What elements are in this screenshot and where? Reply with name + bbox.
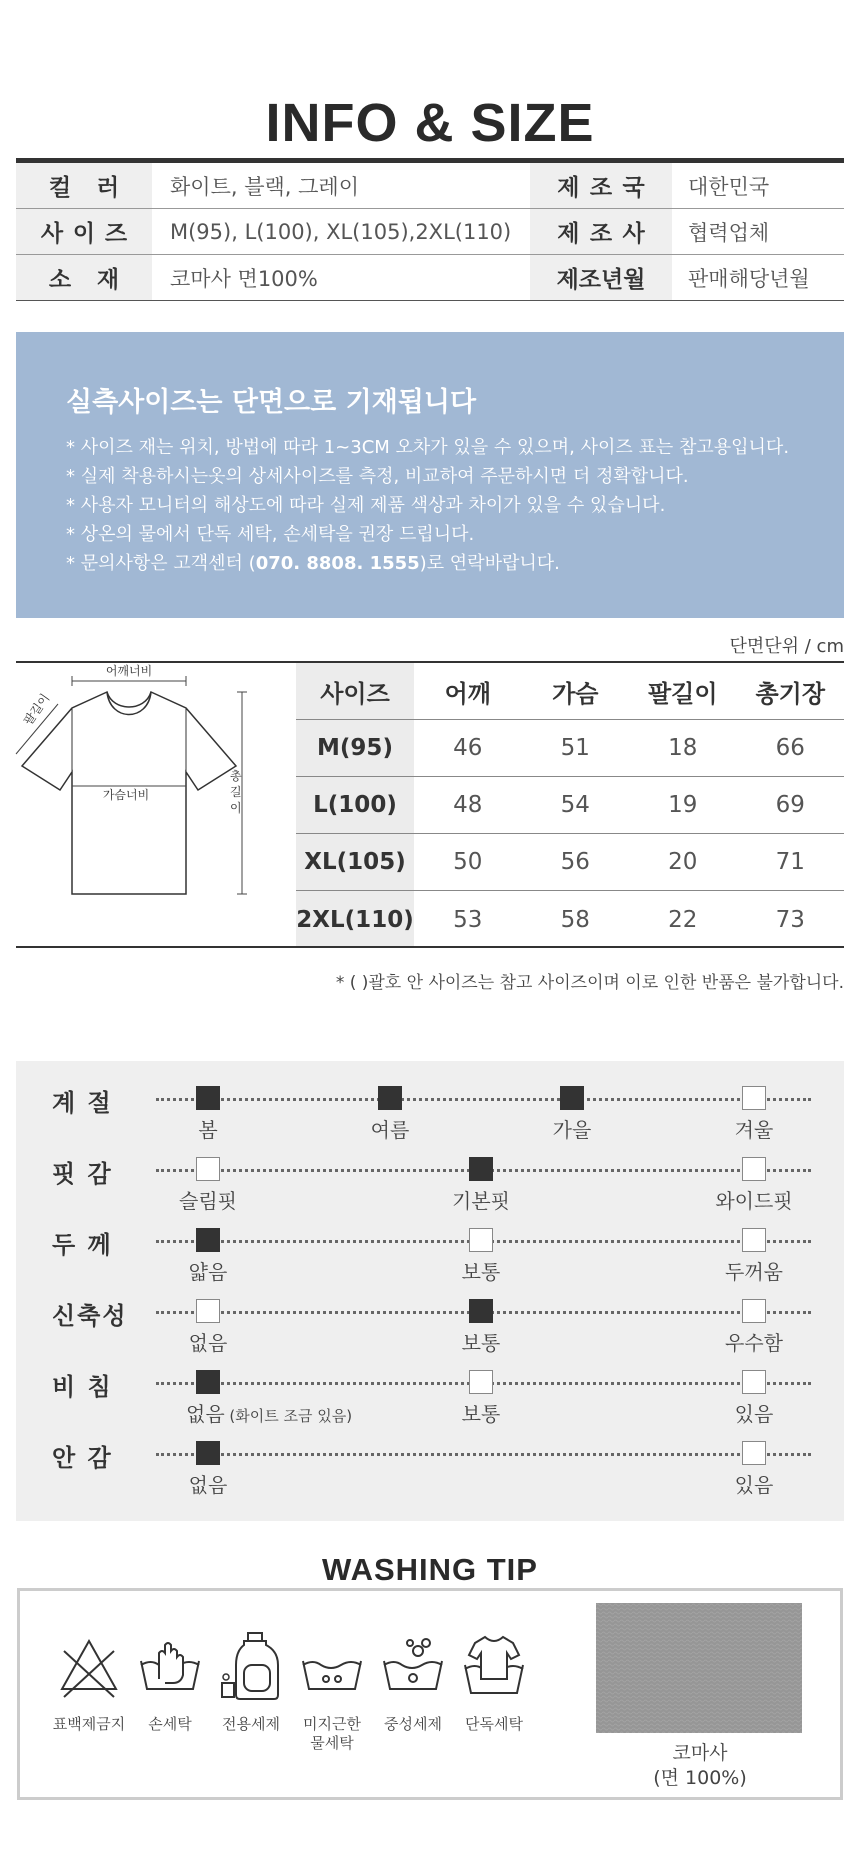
value-cell: 51 — [560, 735, 590, 761]
header-cell: 사이즈 — [296, 663, 414, 719]
table-row — [296, 891, 844, 948]
washing-label: 표백제금지 — [52, 1715, 126, 1733]
washing-item — [127, 1631, 213, 1734]
value-cell: 73 — [775, 906, 805, 933]
attribute-row — [16, 1225, 844, 1295]
header-cell: 팔길이 — [647, 679, 718, 708]
value-cell: 71 — [775, 849, 805, 875]
notice-item: * 상온의 물에서 단독 세탁, 손세탁을 권장 드립니다. — [66, 524, 475, 545]
value-cell: 46 — [453, 735, 483, 761]
value-cell: 19 — [668, 792, 698, 818]
no-bleach-icon — [56, 1631, 122, 1701]
washing-label: 단독세탁 — [465, 1715, 523, 1733]
unchecked-box-icon — [469, 1228, 493, 1252]
checked-box-icon — [469, 1299, 493, 1323]
product-info-table — [16, 158, 844, 301]
attribute-option: 기본핏 — [452, 1189, 510, 1213]
value-cell: 22 — [668, 906, 698, 933]
washing-item — [370, 1631, 456, 1734]
table-row — [296, 834, 844, 891]
table-row — [296, 777, 844, 834]
attribute-label: 핏 감 — [52, 1160, 113, 1188]
checked-box-icon — [196, 1086, 220, 1110]
value-cell: 18 — [668, 735, 698, 761]
checked-box-icon — [560, 1086, 584, 1110]
svg-text:팔길이: 팔길이 — [20, 691, 53, 728]
attribute-option: 있음 — [734, 1473, 774, 1497]
size-cell: L(100) — [296, 777, 414, 833]
value-cell: 53 — [453, 906, 483, 933]
notice-contact: * 문의사항은 고객센터 (070. 8808. 1555)로 연락바랍니다. — [66, 553, 560, 574]
washing-tip-box — [17, 1588, 843, 1800]
attribute-option: 보통 — [461, 1331, 501, 1355]
info-value-material: 코마사 면100% — [170, 266, 318, 291]
washing-label: 미지근한 물세탁 — [303, 1715, 361, 1752]
info-row-color — [16, 163, 844, 209]
size-cell: 2XL(110) — [296, 891, 414, 948]
info-value-country: 대한민국 — [688, 174, 770, 199]
size-note: * ( )괄호 안 사이즈는 참고 사이즈이며 이로 인한 반품은 불가합니다. — [335, 973, 844, 993]
lukewarm-wash-icon — [299, 1631, 365, 1701]
attribute-option: 가을 — [552, 1118, 592, 1142]
attribute-label: 안 감 — [52, 1444, 113, 1472]
info-label-material: 소 재 — [16, 255, 152, 300]
attribute-option: 없음 — [188, 1473, 228, 1497]
attribute-row — [16, 1296, 844, 1366]
header-cell: 총기장 — [755, 679, 826, 708]
value-cell: 58 — [560, 906, 590, 933]
washing-title: WASHING TIP — [322, 1552, 538, 1587]
attribute-scale-line — [156, 1098, 811, 1101]
separate-wash-icon — [461, 1631, 527, 1701]
washing-item — [46, 1631, 132, 1734]
product-attributes — [16, 1061, 844, 1521]
fabric-swatch — [596, 1603, 802, 1733]
svg-text:가슴너비: 가슴너비 — [102, 788, 150, 802]
checked-box-icon — [196, 1228, 220, 1252]
attribute-row — [16, 1154, 844, 1224]
unchecked-box-icon — [742, 1086, 766, 1110]
info-value-color: 화이트, 블랙, 그레이 — [170, 174, 359, 199]
info-row-material — [16, 255, 844, 301]
unchecked-box-icon — [742, 1228, 766, 1252]
attribute-option: 없음 — [188, 1331, 228, 1355]
size-cell: M(95) — [296, 720, 414, 776]
attribute-scale-line — [156, 1453, 811, 1456]
attribute-option: 보통 — [461, 1260, 501, 1284]
fabric-label — [580, 1741, 820, 1791]
attribute-label: 두 께 — [52, 1231, 113, 1259]
size-notice-box — [16, 332, 844, 618]
attribute-option: 겨울 — [734, 1118, 774, 1142]
attribute-label: 계 절 — [52, 1089, 113, 1117]
info-label-country: 제 조 국 — [530, 163, 672, 208]
attribute-option: 있음 — [734, 1402, 774, 1426]
attribute-option: 얇음 — [188, 1260, 228, 1284]
checked-box-icon — [196, 1441, 220, 1465]
checked-box-icon — [469, 1157, 493, 1181]
value-cell: 48 — [453, 792, 483, 818]
unchecked-box-icon — [742, 1157, 766, 1181]
notice-heading: 실측사이즈는 단면으로 기재됩니다 — [66, 387, 477, 418]
value-cell: 54 — [560, 792, 590, 818]
attribute-option: 우수함 — [725, 1331, 783, 1355]
info-row-size — [16, 209, 844, 255]
attribute-option: 보통 — [461, 1402, 501, 1426]
unchecked-box-icon — [196, 1299, 220, 1323]
unchecked-box-icon — [469, 1370, 493, 1394]
washing-label: 중성세제 — [384, 1715, 442, 1733]
detergent-bottle-icon — [218, 1631, 284, 1701]
svg-text:길: 길 — [230, 785, 242, 799]
attribute-option: 두꺼움 — [725, 1260, 783, 1284]
fabric-detail: (면 100%) — [653, 1767, 747, 1789]
washing-item — [289, 1631, 375, 1753]
value-cell: 20 — [668, 849, 698, 875]
attribute-label: 신축성 — [52, 1302, 128, 1330]
attribute-label: 비 침 — [52, 1373, 113, 1401]
info-label-size: 사 이 즈 — [16, 209, 152, 254]
hand-wash-icon — [137, 1631, 203, 1701]
fabric-name: 코마사 — [672, 1742, 728, 1764]
info-value-manufacturer: 협력업체 — [688, 220, 770, 245]
size-table — [296, 663, 844, 948]
notice-item: * 사이즈 재는 위치, 방법에 따라 1~3CM 오차가 있을 수 있으며, 사이즈 표는 참고용입니다. — [66, 437, 790, 458]
unchecked-box-icon — [196, 1157, 220, 1181]
header-cell: 가슴 — [552, 679, 599, 708]
page-title: INFO & SIZE — [265, 93, 595, 153]
info-label-color: 컬 러 — [16, 163, 152, 208]
size-unit-label: 단면단위 / cm — [729, 636, 844, 657]
unchecked-box-icon — [742, 1441, 766, 1465]
neutral-detergent-icon — [380, 1631, 446, 1701]
divider — [16, 946, 844, 948]
attribute-option: 없음 (화이트 조금 있음) — [186, 1402, 353, 1426]
unchecked-box-icon — [742, 1299, 766, 1323]
svg-text:어깨너비: 어깨너비 — [105, 664, 153, 678]
washing-label: 전용세제 — [222, 1715, 280, 1733]
svg-text:총: 총 — [230, 769, 242, 783]
info-value-date: 판매해당년월 — [688, 266, 810, 291]
checked-box-icon — [378, 1086, 402, 1110]
value-cell: 69 — [775, 792, 805, 818]
info-label-date: 제조년월 — [530, 255, 672, 300]
contact-phone: 070. 8808. 1555 — [255, 553, 420, 574]
size-table-header — [296, 663, 844, 720]
attribute-option: 슬림핏 — [179, 1189, 237, 1213]
attribute-row — [16, 1083, 844, 1153]
svg-text:이: 이 — [230, 801, 242, 815]
table-row — [296, 720, 844, 777]
info-value-size: M(95), L(100), XL(105),2XL(110) — [170, 219, 512, 244]
attribute-option: 봄 — [198, 1118, 218, 1142]
value-cell: 50 — [453, 849, 483, 875]
notice-item: * 실제 착용하시는옷의 상세사이즈를 측정, 비교하여 주문하시면 더 정확합니다. — [66, 466, 689, 487]
washing-label: 손세탁 — [148, 1715, 192, 1733]
checked-box-icon — [196, 1370, 220, 1394]
attribute-option: 와이드핏 — [715, 1189, 793, 1213]
unchecked-box-icon — [742, 1370, 766, 1394]
info-label-manufacturer: 제 조 사 — [530, 209, 672, 254]
washing-item — [208, 1631, 294, 1734]
header-cell: 어깨 — [444, 679, 491, 708]
tshirt-diagram-icon — [10, 664, 292, 946]
attribute-option: 여름 — [370, 1118, 410, 1142]
value-cell: 56 — [560, 849, 590, 875]
value-cell: 66 — [775, 735, 805, 761]
washing-item — [451, 1631, 537, 1734]
notice-item: * 사용자 모니터의 해상도에 따라 실제 제품 색상과 차이가 있을 수 있습니다. — [66, 495, 666, 516]
attribute-row — [16, 1367, 844, 1437]
size-cell: XL(105) — [296, 834, 414, 890]
attribute-row — [16, 1438, 844, 1508]
